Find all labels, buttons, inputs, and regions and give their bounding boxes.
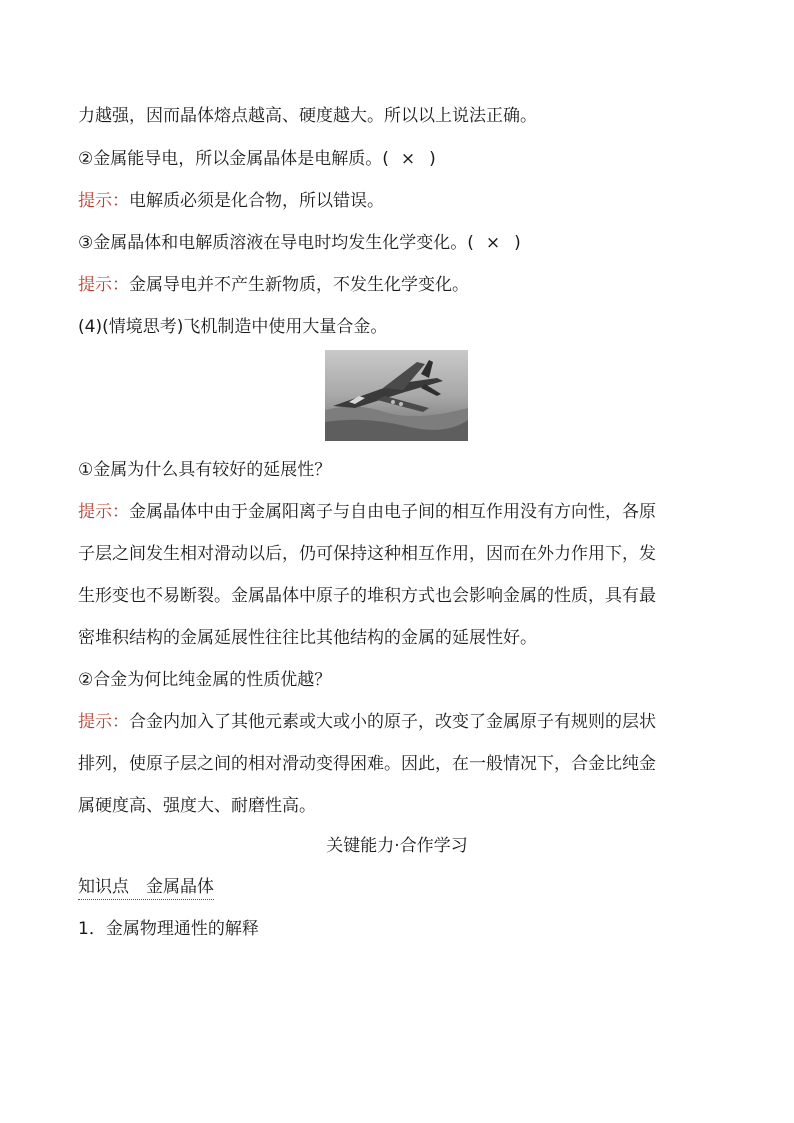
question-3-close: ) xyxy=(514,233,521,253)
hint-2 xyxy=(78,191,728,211)
answer-mark-2: × xyxy=(400,149,416,169)
hint-3-text: 金属导电并不产生新物质，不发生化学变化。 xyxy=(129,275,469,295)
hint-4-1-line-4: 密堆积结构的金属延展性往往比其他结构的金属的延展性好。 xyxy=(78,628,537,648)
hint-4-2-text-1: 合金内加入了其他元素或大或小的原子，改变了金属原子有规则的层状 xyxy=(129,712,656,732)
section-heading: 关键能力·合作学习 xyxy=(326,836,468,856)
hint-4-1-line-3: 生形变也不易断裂。金属晶体中原子的堆积方式也会影响金属的性质，具有最 xyxy=(78,586,656,606)
hint-label: 提示： xyxy=(78,502,129,522)
hint-4-1-line-2: 子层之间发生相对滑动以后，仍可保持这种相互作用，因而在外力作用下，发 xyxy=(78,544,656,564)
hint-4-2-line-2: 排列，使原子层之间的相对滑动变得困难。因此，在一般情况下，合金比纯金 xyxy=(78,754,656,774)
question-4: (4)(情境思考)飞机制造中使用大量合金。 xyxy=(78,317,388,337)
question-4-2: ②合金为何比纯金属的性质优越？ xyxy=(78,670,332,690)
question-2-text: ②金属能导电，所以金属晶体是电解质。( xyxy=(78,149,389,169)
hint-4-1-line-1 xyxy=(78,502,728,522)
question-2-close: ) xyxy=(429,149,436,169)
hint-4-2-line-3: 属硬度高、强度大、耐磨性高。 xyxy=(78,796,316,816)
hint-2-text: 电解质必须是化合物，所以错误。 xyxy=(129,191,384,211)
text-line-continuation: 力越强，因而晶体熔点越高、硬度越大。所以以上说法正确。 xyxy=(78,106,537,126)
list-item-1: 1．金属物理通性的解释 xyxy=(78,919,259,939)
knowledge-point-title: 知识点 金属晶体 xyxy=(78,877,214,900)
question-3 xyxy=(78,233,728,253)
question-4-1: ①金属为什么具有较好的延展性？ xyxy=(78,460,332,480)
hint-4-1-text-1: 金属晶体中由于金属阳离子与自由电子间的相互作用没有方向性，各原 xyxy=(129,502,656,522)
hint-label: 提示： xyxy=(78,275,129,295)
hint-label: 提示： xyxy=(78,191,129,211)
hint-label: 提示： xyxy=(78,712,129,732)
hint-3 xyxy=(78,275,728,295)
fighter-jet-image xyxy=(325,350,468,441)
question-2 xyxy=(78,149,728,169)
fighter-jet-photo xyxy=(325,350,468,441)
answer-mark-3: × xyxy=(485,233,501,253)
question-3-text: ③金属晶体和电解质溶液在导电时均发生化学变化。( xyxy=(78,233,474,253)
hint-4-2-line-1 xyxy=(78,712,728,732)
